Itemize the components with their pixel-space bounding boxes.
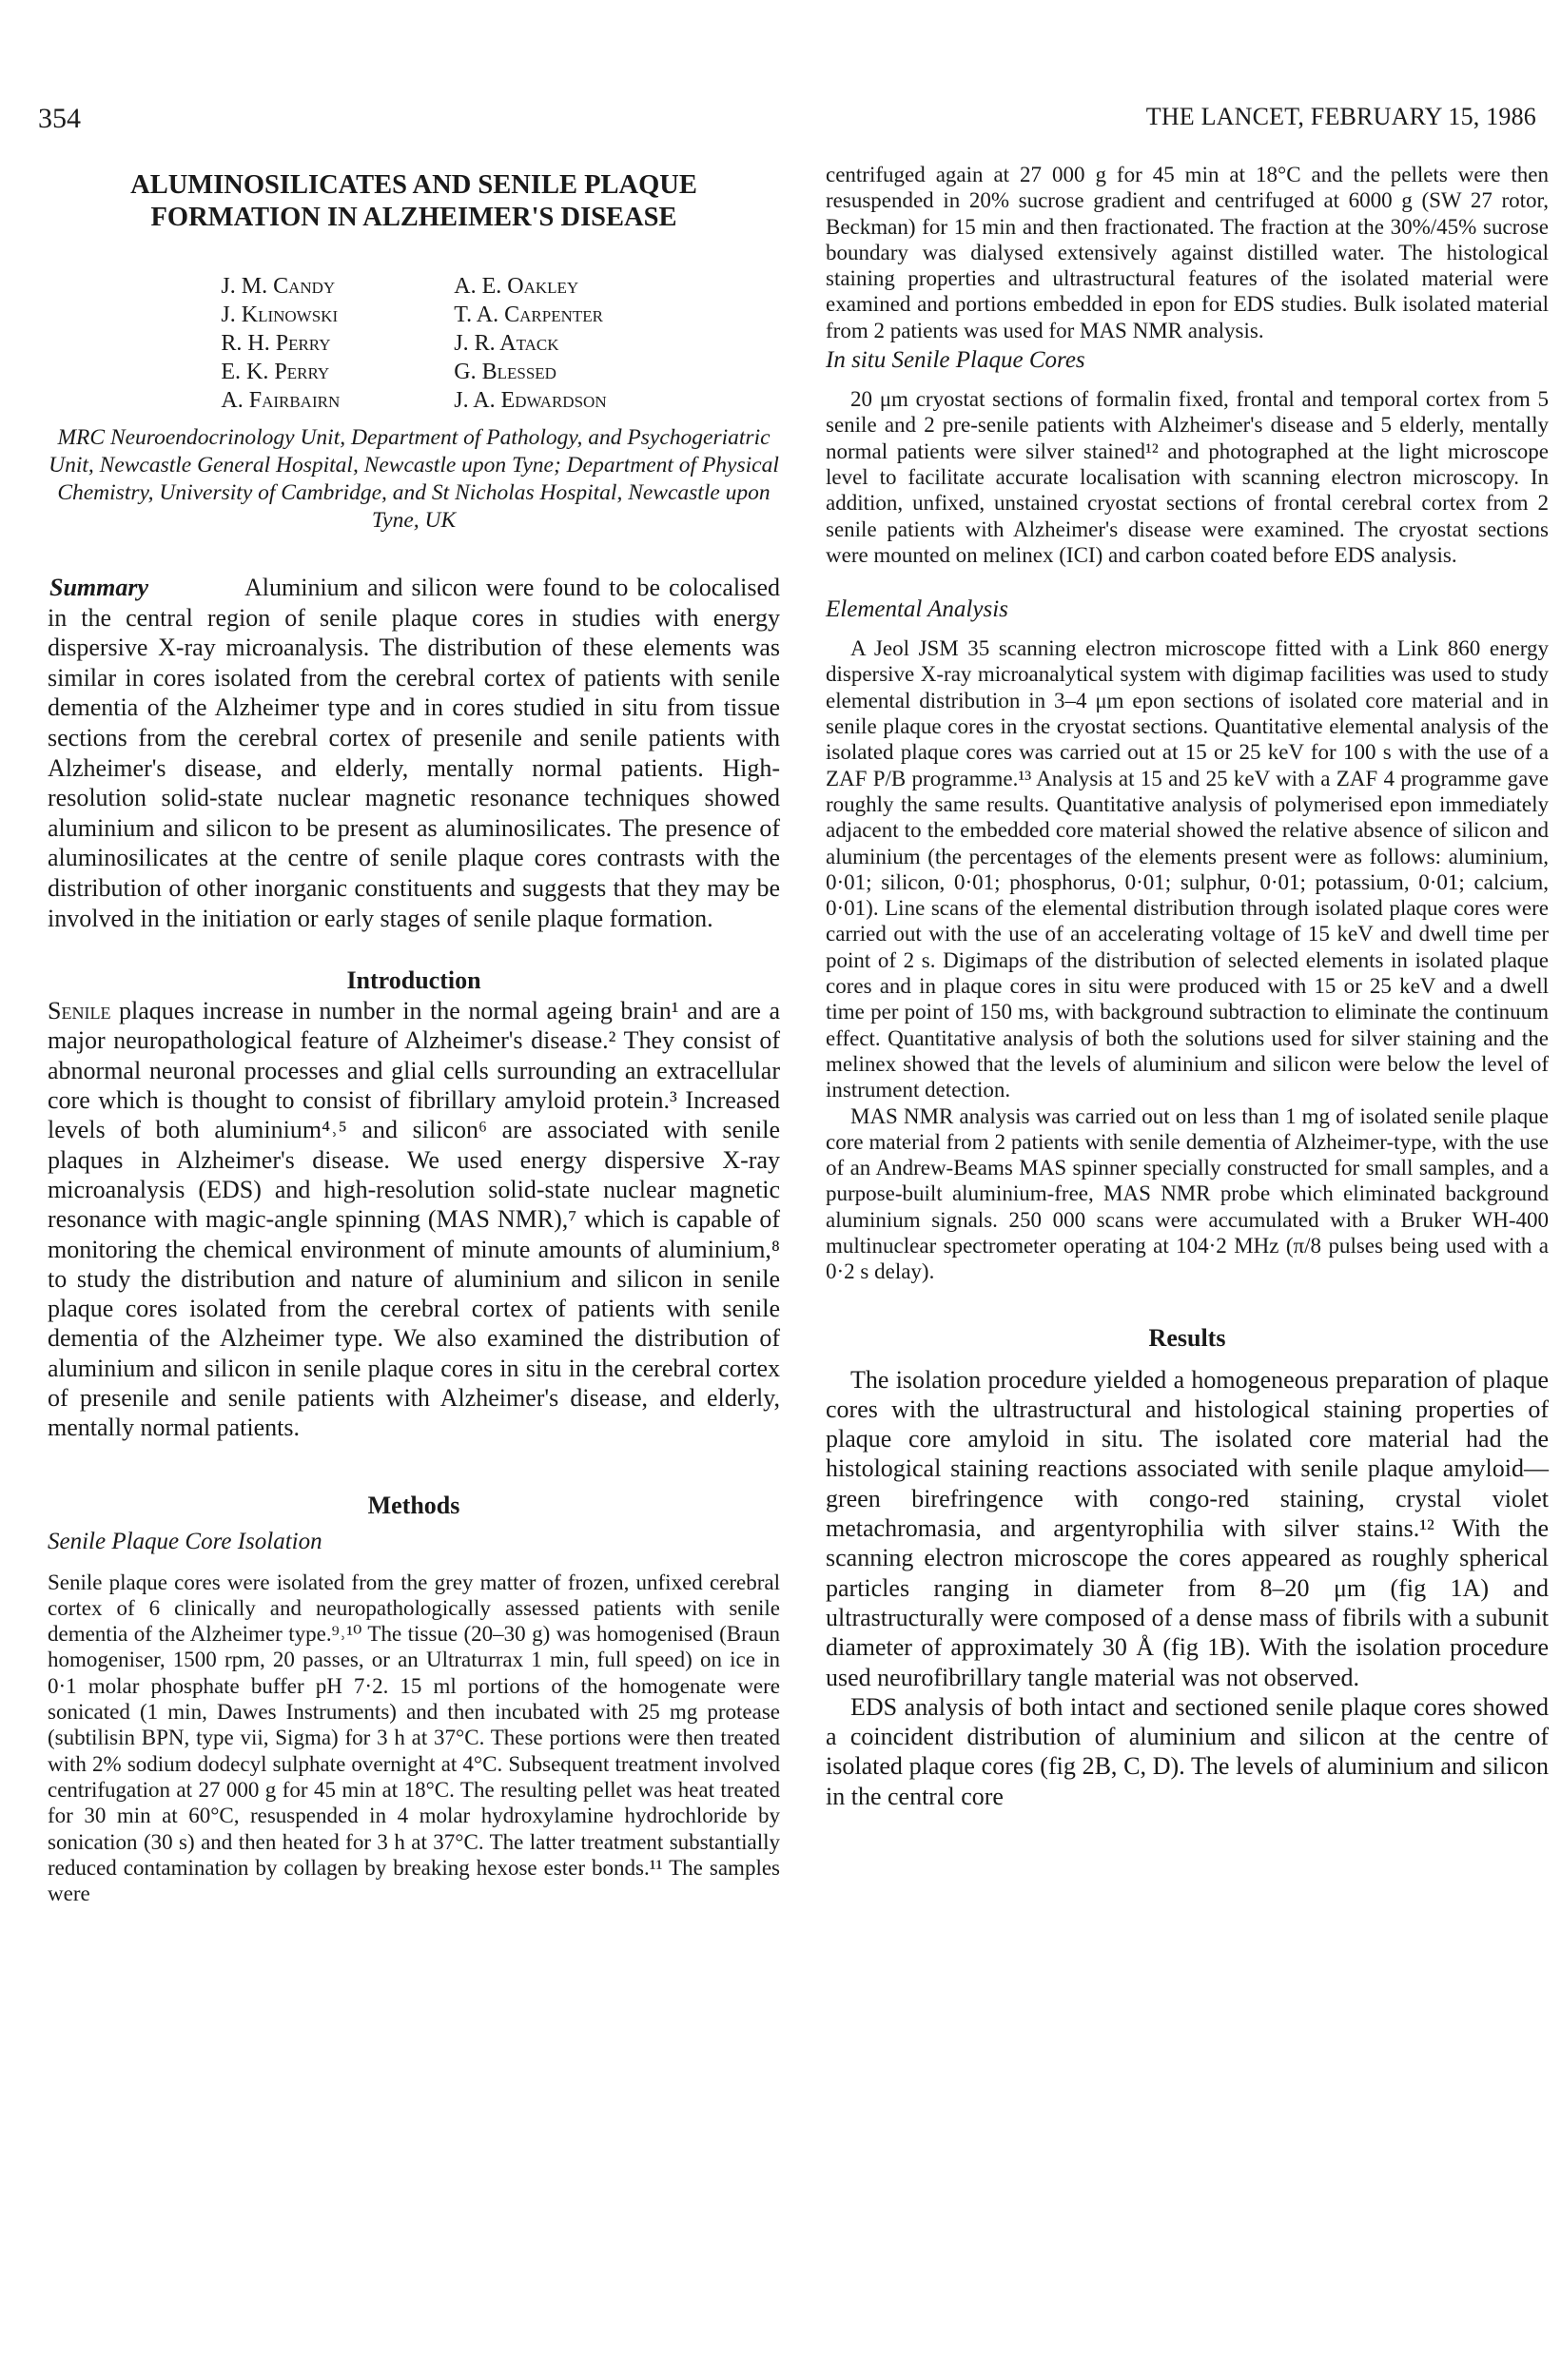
- summary-text: Aluminium and silicon were found to be colocalised in the central region of senile plaque cores in studies with energy dispersive X-ray microanalysis. The distribution of these elements was similar in cores isolated from the cerebral cortex of patients with senile dementia of the Alzheimer type and in cores studied in situ from tissue sections from the cerebral cortex of presenile and senile patients with Alzheimer's disease, and elderly, mentally normal patients. High-resolution solid-state nuclear magnetic resonance techniques showed aluminium and silicon to be present as aluminosilicates. The presence of aluminosilicates at the centre of senile plaque cores contrasts with the distribution of other inorganic constituents and suggests that they may be involved in the initiation or early stages of senile plaque formation.: [48, 574, 780, 932]
- author-name: A. Fairbairn: [221, 388, 341, 413]
- author-name: T. A. Carpenter: [454, 302, 603, 327]
- author-name: G. Blessed: [454, 360, 556, 384]
- introduction-text: plaques increase in number in the normal ageing brain¹ and are a major neuropathological feature of Alzheimer's disease.² They consist of abnormal neuronal processes and glial cells surrounding an extracellular core which is thought to consist of fibrillary amyloid protein.³ Increased levels of both aluminium⁴˒⁵ and silicon⁶ are associated with senile plaques in Alzheimer's disease. We used energy dispersive X-ray microanalysis (EDS) and high-resolution solid-state nuclear magnetic resonance with magic-angle spinning (MAS NMR),⁷ which is capable of monitoring the chemical environment of minute amounts of aluminium,⁸ to study the distribution and nature of aluminium and silicon in senile plaque cores isolated from the cerebral cortex of patients with senile dementia of the Alzheimer type. We also examined the distribution of aluminium and silicon in senile plaque cores in situ in the cerebral cortex of presenile and senile patients with Alzheimer's disease, and elderly, mentally normal patients.: [48, 997, 780, 1442]
- subheading-elemental-analysis: Elemental Analysis: [826, 596, 1008, 623]
- methods-heading: Methods: [367, 1491, 460, 1519]
- right-column: [826, 162, 1549, 1811]
- affiliation: MRC Neuroendocrinology Unit, Department of Pathology, and Psychogeriatric Unit, Newcastle General Hospital, Newcastle upon Tyne; Department of Physical Chemistry, University of Cambridge, and St Nicholas Hospital, Newcastle upon Tyne, UK: [49, 425, 779, 533]
- subheading-in-situ: In situ Senile Plaque Cores: [826, 347, 1085, 374]
- author-list: [48, 272, 780, 415]
- introduction-paragraph: [48, 996, 780, 1442]
- in-situ-paragraph: 20 μm cryostat sections of formalin fixed, frontal and temporal cortex from 5 senile and 2 pre-senile patients with Alzheimer's disease and 5 elderly, mentally normal patients were silver stained¹² and photographed at the light microscope level to facilitate accurate localisation with scanning electron microscopy. In addition, unfixed, unstained cryostat sections of frontal cerebral cortex from 2 senile patients with Alzheimer's disease were examined. The cryostat sections were mounted on melinex (ICI) and carbon coated before EDS analysis.: [826, 387, 1549, 567]
- isolation-paragraph: Senile plaque cores were isolated from the grey matter of frozen, unfixed cerebral cortex of 6 clinically and neuropathologically assessed patients with senile dementia of the Alzheimer type.⁹˒¹⁰ The tissue (20–30 g) was homogenised (Braun homogeniser, 1500 rpm, 20 passes, or an Ultraturrax 1 min, full speed) on ice in 0·1 molar phosphate buffer pH 7·2. 15 ml portions of the homogenate were sonicated (1 min, Dawes Instruments) and then incubated with 25 mg protease (subtilisin BPN, type vii, Sigma) for 3 h at 37°C. These portions were then treated with 2% sodium dodecyl sulphate overnight at 4°C. Subsequent treatment involved centrifugation at 27 000 g for 45 min at 18°C. The resulting pellet was heat treated for 30 min at 60°C, resuspended in 4 molar hydroxylamine hydrochloride by sonication (30 s) and then heated for 3 h at 37°C. The latter treatment substantially reduced contamination by collagen by breaking hexose ester bonds.¹¹ The samples were: [48, 1570, 780, 1906]
- left-column: [48, 162, 780, 1906]
- author-name: A. E. Oakley: [454, 274, 579, 299]
- results-paragraph-1: The isolation procedure yielded a homogeneous preparation of plaque cores with the ultrastructural and histological staining properties of plaque core amyloid in situ. The isolated core material had the histological staining reactions associated with senile plaque amyloid—green birefringence with congo-red staining, crystal violet metachromasia, and argentyrophilia with silver stains.¹² With the scanning electron microscope the cores appeared as roughly spherical particles ranging in diameter from 8–20 μm (fig 1A) and ultrastructurally were composed of a dense mass of fibrils with a subunit diameter of approximately 30 Å (fig 1B). With the isolation procedure used neurofibrillary tangle material was not observed.: [826, 1365, 1549, 1691]
- running-head: THE LANCET, FEBRUARY 15, 1986: [1145, 103, 1536, 130]
- summary-label: Summary: [49, 574, 149, 601]
- author-column-left: [221, 272, 340, 415]
- summary: [48, 573, 780, 933]
- author-name: J. R. Atack: [454, 331, 559, 356]
- introduction-first-word: Senile: [48, 997, 111, 1025]
- author-name: J. A. Edwardson: [454, 388, 607, 413]
- results-heading: Results: [1148, 1323, 1226, 1352]
- author-name: J. Klinowski: [221, 302, 339, 327]
- title-line-2: FORMATION IN ALZHEIMER'S DISEASE: [150, 203, 677, 232]
- author-name: R. H. Perry: [221, 331, 331, 356]
- subheading-core-isolation: Senile Plaque Core Isolation: [48, 1528, 322, 1554]
- author-column-right: [454, 272, 606, 415]
- title-line-1: ALUMINOSILICATES AND SENILE PLAQUE: [130, 170, 697, 200]
- author-name: J. M. Candy: [221, 274, 336, 299]
- results-paragraph-2: EDS analysis of both intact and sectioned senile plaque cores showed a coincident distribution of aluminium and silicon at the centre of isolated plaque cores (fig 2B, C, D). The levels of aluminium and silicon in the central core: [826, 1692, 1549, 1810]
- page-number: 354: [38, 103, 81, 134]
- author-name: E. K. Perry: [221, 360, 330, 384]
- elemental-paragraph-1: A Jeol JSM 35 scanning electron microscope fitted with a Link 860 energy dispersive X-ray microanalytical system with digimap facilities was used to study elemental distribution in 3–4 μm epon sections of isolated core material and in senile plaque cores in the cryostat sections. Quantitative elemental analysis of the isolated plaque cores was carried out at 15 or 25 keV for 100 s with the use of a ZAF P/B programme.¹³ Analysis at 15 and 25 keV with a ZAF 4 programme gave roughly the same results. Quantitative analysis of polymerised epon immediately adjacent to the embedded core material showed the relative absence of silicon and aluminium (the percentages of the elements present were as follows: aluminium, 0·01; silicon, 0·01; phosphorus, 0·01; sulphur, 0·01; potassium, 0·01; calcium, 0·01). Line scans of the elemental distribution through isolated plaque cores were carried out with the use of an accelerating voltage of 15 keV and dwell time per point of 2 s. Digimaps of the distribution of selected elements in isolated plaque cores and in plaque cores in situ were produced with 15 or 25 keV and a dwell time per point of 150 ms, with background subtraction to eliminate the continuum effect. Quantitative analysis of both the solutions used for silver staining and the melinex showed that the levels of aluminium and silicon were below the level of instrument detection.: [826, 636, 1549, 1102]
- introduction-heading: Introduction: [346, 966, 481, 995]
- elemental-paragraph-2: MAS NMR analysis was carried out on less than 1 mg of isolated senile plaque core material from 2 patients with senile dementia of Alzheimer-type, with the use of an Andrew-Beams MAS spinner specially constructed for small samples, and a purpose-built aluminium-free, MAS NMR probe which eliminated background aluminium signals. 250 000 scans were accumulated with a Bruker WH-400 multinuclear spectrometer operating at 104·2 MHz (π/8 pulses being used with a 0·2 s delay).: [826, 1103, 1549, 1284]
- article-title: [48, 169, 780, 234]
- isolation-continued-paragraph: centrifuged again at 27 000 g for 45 min at 18°C and the pellets were then resuspended in 20% sucrose gradient and centrifuged at 6000 g (SW 27 rotor, Beckman) for 15 min and then fractionated. The fraction at the 30%/45% sucrose boundary was dialysed extensively against distilled water. The histological staining properties and ultrastructural features of the isolated material were examined and portions embedded in epon for EDS studies. Bulk isolated material from 2 patients was used for MAS NMR analysis.: [826, 163, 1549, 342]
